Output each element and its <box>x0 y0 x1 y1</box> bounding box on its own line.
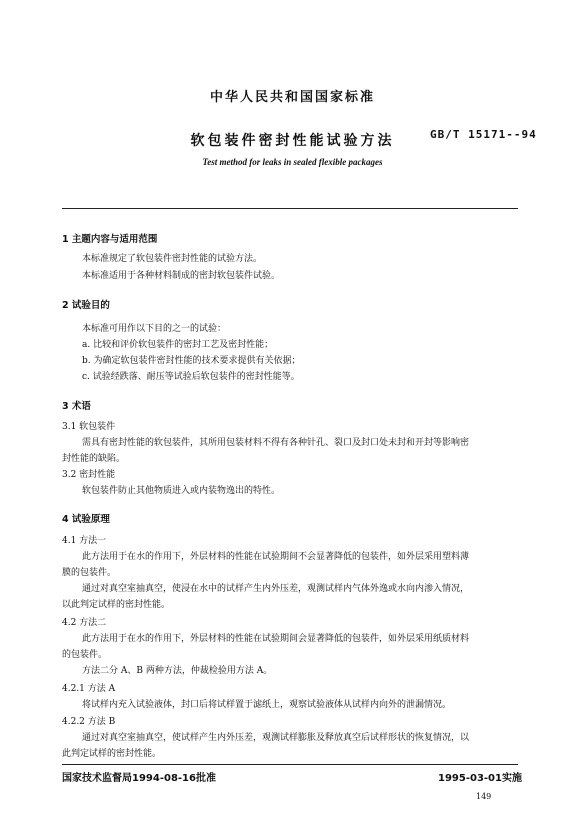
section-3-2-line: 软包装件防止其他物质进入或内装物逸出的特性。 <box>82 486 281 496</box>
section-1-heading: 1 主题内容与适用范围 <box>62 234 158 245</box>
document-subtitle-english: Test method for leaks in sealed flexible packages <box>202 157 383 167</box>
section-4-2-1-title: 4.2.1 方法 A <box>62 684 116 694</box>
section-4-2-title: 4.2 方法二 <box>62 618 107 628</box>
section-2-heading: 2 试验目的 <box>62 300 110 311</box>
section-2-item-a: a. 比较和评价软包装件的密封工艺及密封性能； <box>82 340 274 350</box>
section-4-1-title: 4.1 方法一 <box>62 536 107 546</box>
section-2-item-c: c. 试验经跌落、耐压等试验后软包装件的密封性能等。 <box>82 372 300 382</box>
section-4-2-1-line: 将试样内充入试验液体，封口后将试样置于滤纸上，观察试验液体从试样内向外的泄漏情况。 <box>82 700 452 710</box>
section-4-1-line: 以此判定试样的密封性能。 <box>62 600 171 610</box>
document-title: 软包装件密封性能试验方法 <box>190 133 395 149</box>
section-4-2-2-title: 4.2.2 方法 B <box>62 717 116 727</box>
page-number: 149 <box>476 792 492 801</box>
national-standard-header: 中华人民共和国国家标准 <box>209 90 375 105</box>
section-4-2-line: 的包装件。 <box>62 650 108 660</box>
header-divider <box>62 208 518 209</box>
section-3-1-line: 封性能的缺陷。 <box>62 454 126 464</box>
footer-divider <box>62 764 518 765</box>
section-4-2-line: 此方法用于在水的作用下，外层材料的性能在试验期间会显著降低的包装件，如外层采用纸质材料 <box>82 634 470 644</box>
standard-number: GB/T 15171--94 <box>430 128 537 141</box>
section-1-line: 本标准规定了软包装件密封性能的试验方法。 <box>82 254 263 264</box>
section-4-heading: 4 试验原理 <box>62 514 110 525</box>
section-3-2-title: 3.2 密封性能 <box>62 470 116 480</box>
section-3-1-line: 需具有密封性能的软包装件，其所用包装材料不得有各种针孔、裂口及封口处未封和开封等影响密 <box>82 438 470 448</box>
section-1-line: 本标准适用于各种材料制成的密封软包装件试验。 <box>82 271 281 281</box>
section-4-2-2-line: 此判定试样的密封性能。 <box>62 749 162 759</box>
section-4-1-line: 膜的包装件。 <box>62 568 117 578</box>
section-3-heading: 3 术语 <box>62 401 91 412</box>
section-4-1-line: 此方法用于在水的作用下，外层材料的性能在试验期间不会显著降低的包装件，如外层采用塑料薄 <box>82 552 470 562</box>
section-3-1-title: 3.1 软包装件 <box>62 422 116 432</box>
approval-date: 国家技术监督局1994-08-16批准 <box>62 773 216 784</box>
section-4-2-line: 方法二分 A、B 两种方法，仲裁检验用方法 A。 <box>82 666 273 676</box>
implementation-date: 1995-03-01实施 <box>438 773 522 784</box>
section-2-item-b: b. 为确定软包装件密封性能的技术要求提供有关依据； <box>82 356 301 366</box>
section-4-2-2-line: 通过对真空室抽真空，使试样产生内外压差，观测试样膨胀及释放真空后试样形状的恢复情况，以 <box>82 733 470 743</box>
section-2-line: 本标准可用作以下目的之一的试验： <box>82 324 227 334</box>
section-4-1-line: 通过对真空室抽真空，使浸在水中的试样产生内外压差，观测试样内气体外逸或水向内渗入情况， <box>82 584 470 594</box>
